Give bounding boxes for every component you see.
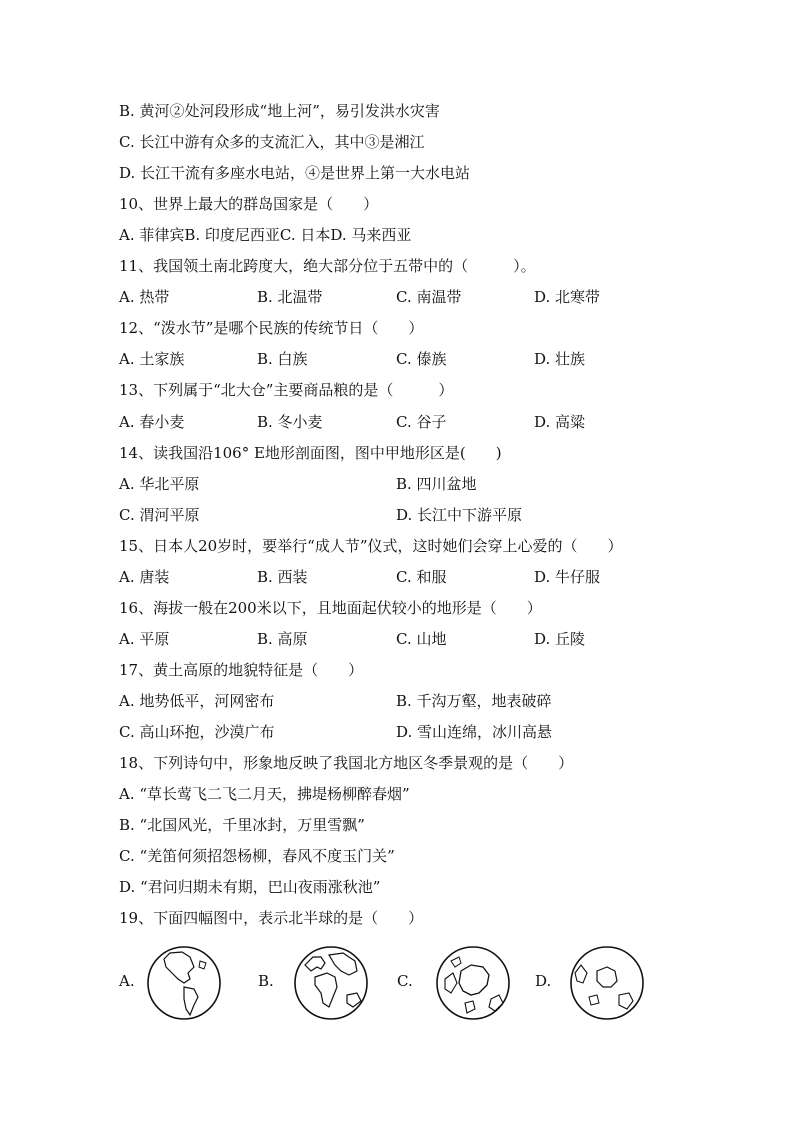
text-line: 10、世界上最大的群岛国家是（ ） bbox=[119, 195, 379, 214]
text-line: B. “北国风光，千里冰封，万里雪飘” bbox=[119, 816, 365, 835]
text-line: 19、下面四幅图中，表示北半球的是（ ） bbox=[119, 909, 424, 928]
globe-southern-hemisphere-icon bbox=[433, 943, 513, 1023]
globe-option-label-d: D. bbox=[535, 972, 552, 990]
answer-option: A. 唐装 bbox=[119, 567, 170, 586]
answer-option: D. 雪山连绵，冰川高悬 bbox=[396, 723, 553, 741]
text-line: 15、日本人20岁时，要举行“成人节”仪式，这时她们会穿上心爱的（ ） bbox=[119, 536, 623, 555]
answer-option: C. 和服 bbox=[396, 567, 447, 586]
text-line: D. “君问归期未有期，巴山夜雨涨秋池” bbox=[119, 878, 381, 897]
answer-option: B. 千沟万壑，地表破碎 bbox=[396, 692, 552, 710]
answer-option: C. 渭河平原 bbox=[119, 505, 200, 524]
answer-option: C. 谷子 bbox=[396, 412, 447, 431]
globe-options bbox=[119, 943, 679, 1023]
text-line: C. “羌笛何须招怨杨柳，春风不度玉门关” bbox=[119, 847, 395, 866]
text-line: C. 长江中游有众多的支流汇入，其中③是湘江 bbox=[119, 133, 425, 152]
text-line: 17、黄土高原的地貌特征是（ ） bbox=[119, 660, 364, 679]
answer-option: D. 丘陵 bbox=[534, 629, 586, 648]
answer-option: A. 春小麦 bbox=[119, 412, 185, 431]
answer-option: C. 傣族 bbox=[396, 350, 447, 369]
globe-option-label-a: A. bbox=[119, 972, 135, 990]
answer-option: A. 华北平原 bbox=[119, 474, 200, 493]
answer-option: B. 西装 bbox=[257, 567, 308, 586]
answer-option: D. 牛仔服 bbox=[534, 567, 601, 586]
text-line: A. “草长莺飞二飞二月天，拂堤杨柳醉春烟” bbox=[119, 785, 410, 804]
answer-option: B. 白族 bbox=[257, 350, 308, 369]
answer-option: D. 高粱 bbox=[534, 412, 586, 431]
answer-option: B. 四川盆地 bbox=[396, 474, 477, 493]
answer-option: D. 北寒带 bbox=[534, 288, 601, 307]
answer-option: C. 山地 bbox=[396, 629, 447, 648]
text-line: 11、我国领土南北跨度大，绝大部分位于五带中的（ ）。 bbox=[119, 257, 536, 276]
globe-option-label-c: C. bbox=[397, 972, 413, 990]
text-line: 16、海拔一般在200米以下，且地面起伏较小的地形是（ ） bbox=[119, 598, 542, 617]
answer-option: D. 长江中下游平原 bbox=[396, 505, 523, 524]
answer-option: D. 壮族 bbox=[534, 350, 586, 369]
answer-option: A. 地势低平，河网密布 bbox=[119, 692, 275, 710]
answer-option: A. 土家族 bbox=[119, 350, 185, 369]
answer-option: A. 平原 bbox=[119, 629, 170, 648]
globe-eastern-hemisphere-icon bbox=[291, 943, 371, 1023]
globe-western-hemisphere-icon bbox=[144, 943, 224, 1023]
answer-option: B. 高原 bbox=[257, 629, 308, 648]
text-line: 14、读我国沿106° E地形剖面图，图中甲地形区是( ) bbox=[119, 443, 502, 462]
answer-option: C. 高山环抱，沙漠广布 bbox=[119, 723, 275, 741]
text-line: 13、下列属于“北大仓”主要商品粮的是（ ） bbox=[119, 381, 454, 400]
globe-option-label-b: B. bbox=[258, 972, 274, 990]
text-line: 12、“泼水节”是哪个民族的传统节日（ ） bbox=[119, 319, 424, 338]
answer-option: B. 冬小麦 bbox=[257, 412, 323, 431]
text-line: A. 菲律宾B. 印度尼西亚C. 日本D. 马来西亚 bbox=[119, 226, 412, 245]
text-line: D. 长江干流有多座水电站，④是世界上第一大水电站 bbox=[119, 164, 471, 183]
text-line: 18、下列诗句中，形象地反映了我国北方地区冬季景观的是（ ） bbox=[119, 754, 574, 773]
answer-option: C. 南温带 bbox=[396, 288, 462, 307]
globe-northern-hemisphere-icon bbox=[567, 943, 647, 1023]
answer-option: B. 北温带 bbox=[257, 288, 323, 307]
text-line: B. 黄河②处河段形成“地上河”，易引发洪水灾害 bbox=[119, 102, 440, 120]
answer-option: A. 热带 bbox=[119, 288, 170, 307]
